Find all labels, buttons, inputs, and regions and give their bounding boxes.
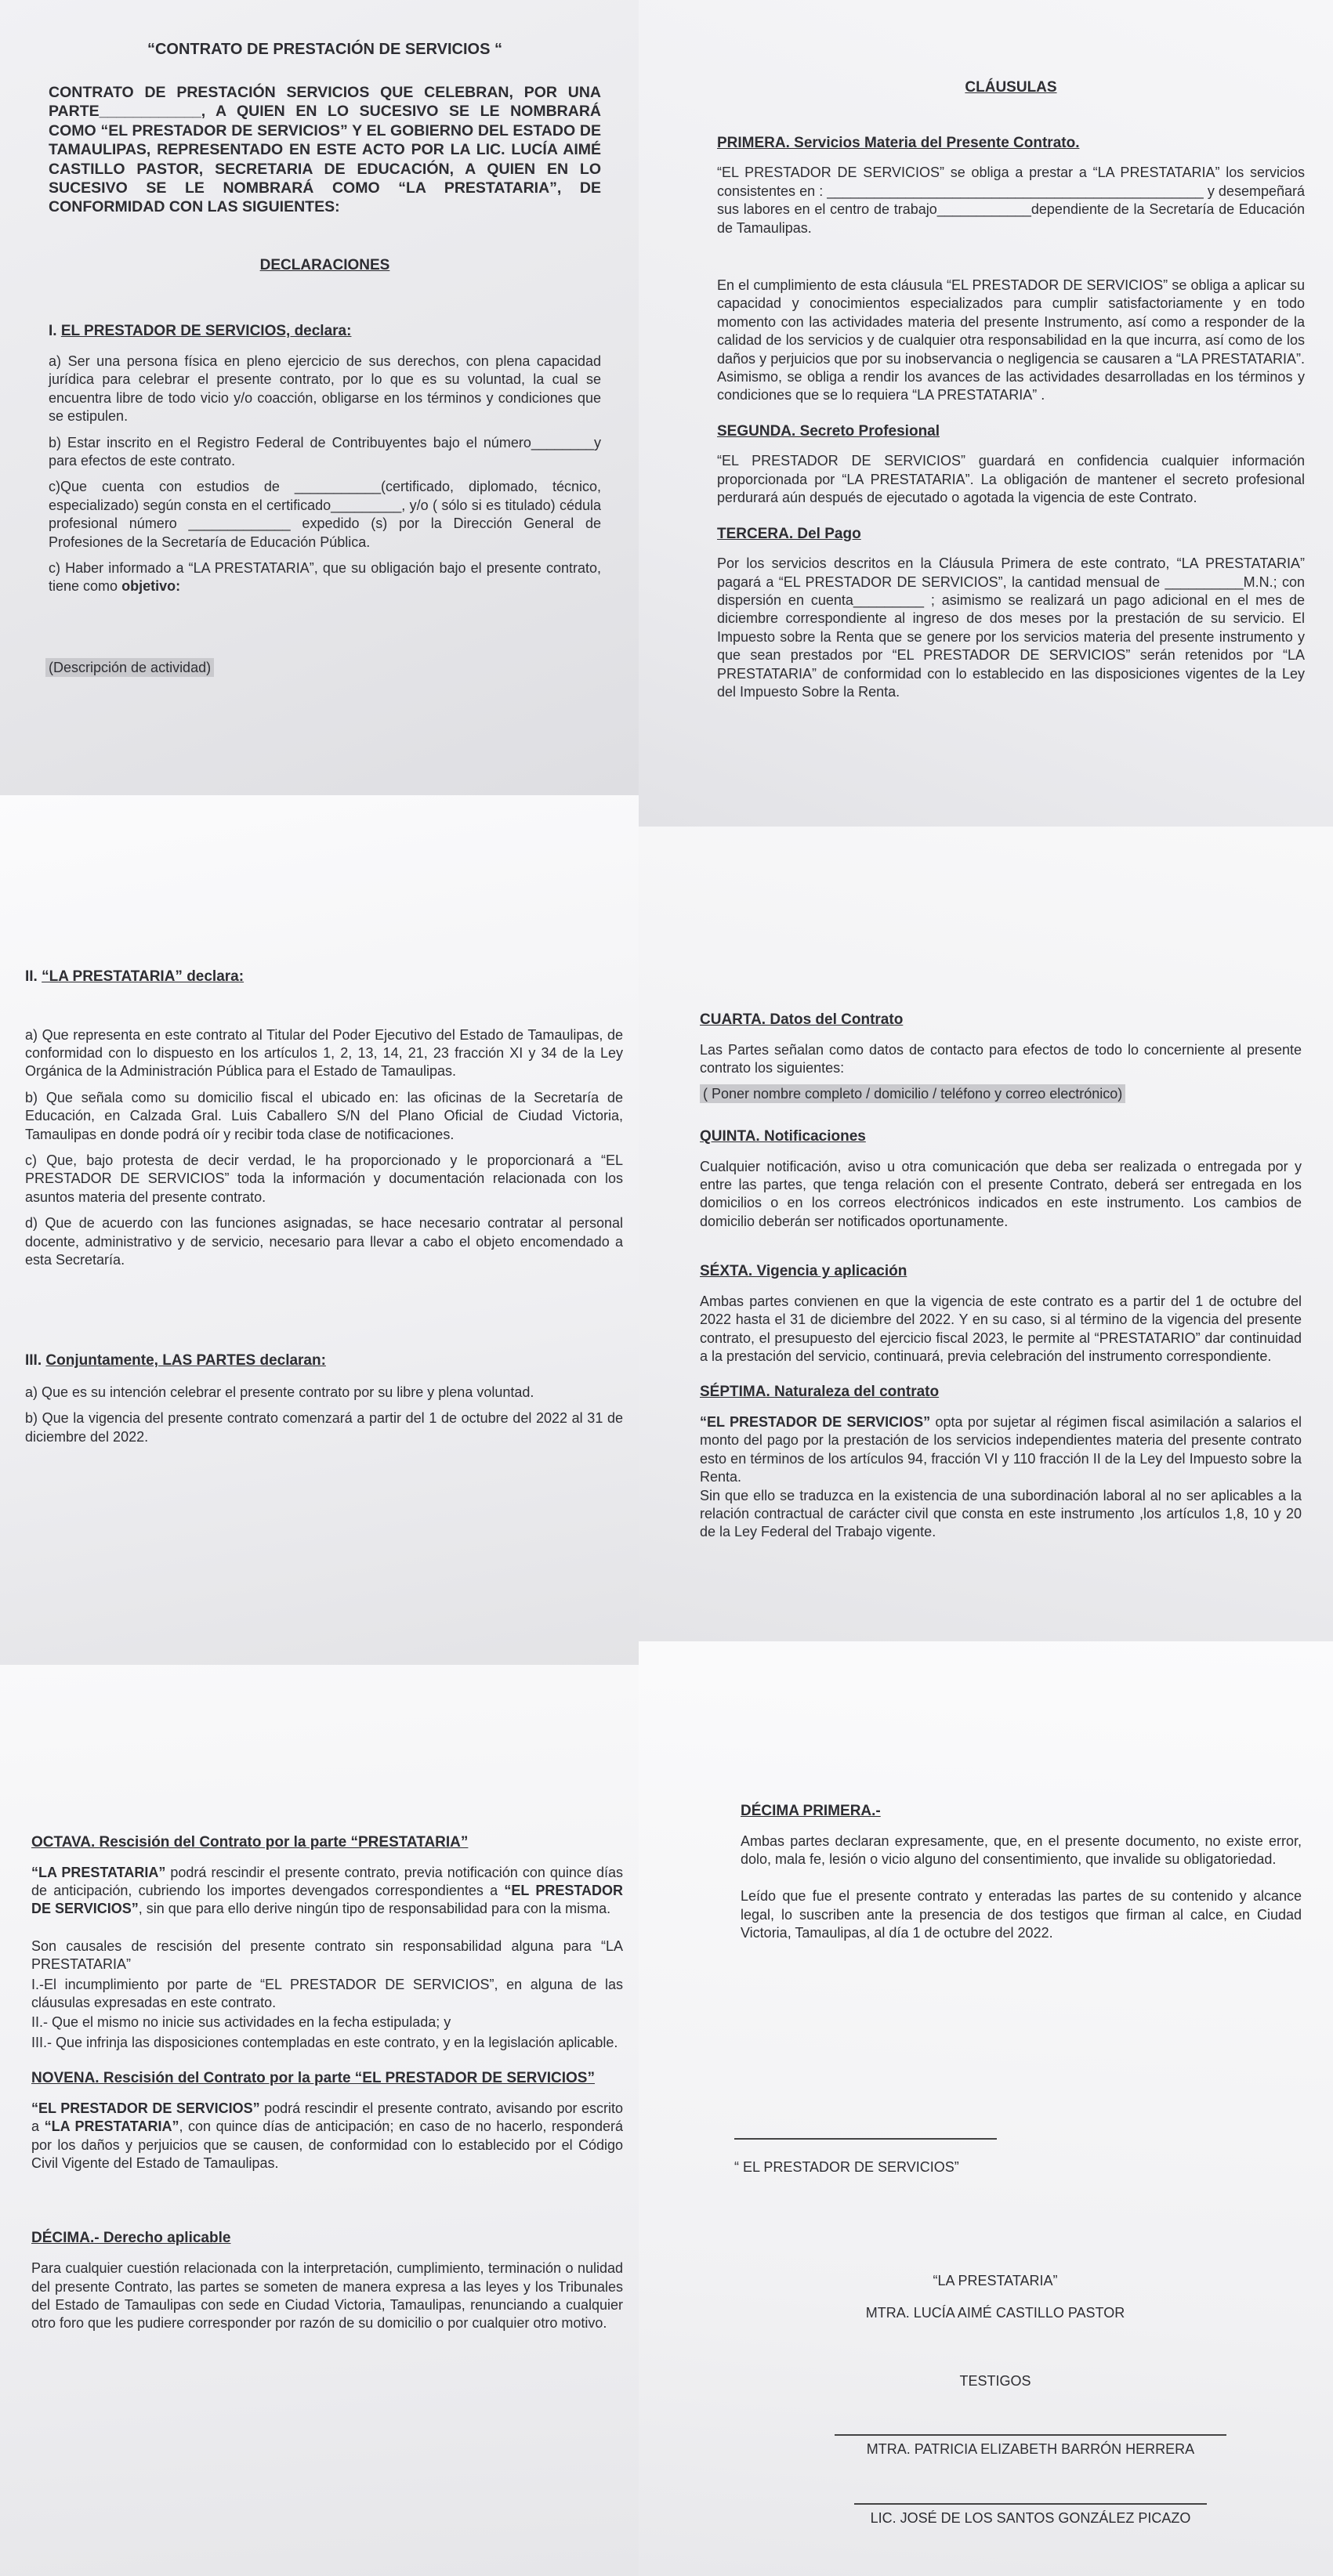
prestador-name-bold: “EL PRESTADOR DE SERVICIOS” [700,1414,931,1431]
prestataria-signature-label: “LA PRESTATARIA” [933,2273,1058,2288]
section-1-title: EL PRESTADOR DE SERVICIOS, declara: [60,323,352,340]
clause-segunda-paragraph: “EL PRESTADOR DE SERVICIOS” guardará en confidencia cualquier información proporcionada por “LA PRESTATARIA”. La obligación de mantener el secreto profesional perdurará aún después de ejecutado o agotada la vigencia de este Contrato. [717,453,1305,506]
clause-novena-text-b: , con quince días de anticipación; en caso de no hacerlo, responderá por los daños y perjuicios que se causen, de conformidad con lo establecido por el Código Civil Vigente del Estado de Tamaulipas. [31,2118,623,2172]
declaration-3a: a) Que es su intención celebrar el presente contrato por su libre y plena voluntad. [25,1384,534,1401]
clause-quinta-heading: QUINTA. Notificaciones [700,1127,866,1145]
prestataria-name-bold: “LA PRESTATARIA” [31,1864,166,1880]
prestador-signature-line [734,2138,997,2140]
document-page-5 [0,1665,639,2576]
document-page-2 [639,0,1333,827]
clause-decima-primera-paragraph-2: Leído que fue el presente contrato y enteradas las partes de su contenido y alcance legal, lo suscriben ante la presencia de dos testigos que firman al calce, en Ciudad Victoria, Tamaulipas, al día 1 de octubre del 2022. [741,1888,1302,1941]
clause-novena-text-a: podrá rescindir el presente contrato, avisando por escrito a [31,2100,623,2135]
clause-septima-paragraph-1 [700,1413,1302,1487]
prestataria-name-bold: “LA PRESTATARIA” [44,2118,179,2135]
clause-decima-primera-heading: DÉCIMA PRIMERA.- [741,1803,881,1819]
declaraciones-heading: DECLARACIONES [259,256,390,273]
clause-sexta-heading: SÉXTA. Vigencia y aplicación [700,1263,907,1280]
clause-decima-primera-paragraph-1: Ambas partes declaran expresamente, que, en el presente documento, no existe error, dolo, mala fe, lesión o vicio alguno del consentimiento, que invalide su obligatoriedad. [741,1833,1302,1868]
section-2-title: “LA PRESTATARIA” declara: [42,968,245,985]
clause-novena-paragraph [31,2100,623,2173]
section-1-number: I. [49,323,57,340]
declaration-2a: a) Que representa en este contrato al Titular del Poder Ejecutivo del Estado de Tamaulipas, de conformidad con lo dispuesto en los artículos 1, 2, 13, 14, 21, 23 fracción XI y 34 de la Ley Orgánica de la Administración Pública para el Estado de Tamaulipas. [25,1026,623,1080]
section-2-heading [25,968,623,987]
witness-2-signature-line [854,2503,1207,2505]
rescission-cause-3: III.- Que infrinja las disposiciones contempladas en este contrato, y en la legislación aplicable. [31,2034,618,2050]
clause-quinta-paragraph: Cualquier notificación, aviso u otra comunicación que deba ser realizada o entregada por y entre las partes, que tenga relación con el presente Contrato, deberá ser entregada en los domicilios o en los correos electrónicos indicados en este instrumento. Los cambios de domicilio deberán ser notificados oportunamente. [700,1158,1302,1229]
clause-cuarta-paragraph: Las Partes señalan como datos de contacto para efectos de todo lo concerniente al presente contrato los siguientes: [700,1041,1302,1076]
clause-octava-text-b: , sin que para ello derive ningún tipo de responsabilidad para con la misma. [138,1901,611,1917]
clause-tercera-heading: TERCERA. Del Pago [717,525,861,542]
section-2-number: II. [25,968,38,985]
clause-octava-paragraph-1 [31,1864,623,1919]
contract-intro: CONTRATO DE PRESTACIÓN SERVICIOS QUE CELEBRAN, POR UNA PARTE____________, A QUIEN EN LO SUCESIVO SE LE NOMBRARÁ COMO “EL PRESTADOR DE SERVICIOS” Y EL GOBIERNO DEL ESTADO DE TAMAULIPAS, REPRESENTADO EN ESTE ACTO POR LA LIC. LUCÍA AIMÉ CASTILLO PASTOR, SECRETARIA DE EDUCACIÓN, A QUIEN EN LO SUCESIVO SE LE NOMBRARÁ COMO “LA PRESTATARIA”, DE CONFORMIDAD CON LAS SIGUIENTES: [49,84,601,216]
contact-data-placeholder [700,1085,1302,1103]
declaration-2b: b) Que señala como su domicilio fiscal el ubicado en: las oficinas de la Secretaría de Educación, en Calzada Gral. Luis Caballero S/N del Plano Oficial de Ciudad Victoria, Tamaulipas en donde podrá oír y recibir toda clase de notificaciones. [25,1089,623,1142]
witness-1-name: MTRA. PATRICIA ELIZABETH BARRÓN HERRERA [866,2441,1195,2457]
clause-septima-paragraph-2: Sin que ello se traduzca en la existencia de una subordinación laboral al no ser aplicables a la relación contractual de carácter civil que consta en este instrumento ,los artículos 1,8, 10 y 20 de la Ley Federal del Trabajo vigente. [700,1487,1302,1540]
declaration-2c: c) Que, bajo protesta de decir verdad, le ha proporcionado y le proporcionará a “EL PRESTADOR DE SERVICIOS” toda la información y documentación relacionada con los asuntos materia del presente contrato. [25,1152,623,1205]
declaration-3b: b) Que la vigencia del presente contrato comenzará a partir del 1 de octubre del 2022 al 31 de diciembre del 2022. [25,1410,623,1445]
contact-data-text: ( Poner nombre completo / domicilio / teléfono y correo electrónico) [700,1084,1125,1103]
clause-primera-paragraph-1: “EL PRESTADOR DE SERVICIOS” se obliga a prestar a “LA PRESTATARIA” los servicios consistentes en : ________________________________________________ y desempeñará sus labores en el centro de trabajo____________dependiente de la Secretaría de Educación de Tamaulipas. [717,165,1305,236]
prestador-signature-label: “ EL PRESTADOR DE SERVICIOS” [734,2159,959,2175]
prestador-name-bold: “EL PRESTADOR DE SERVICIOS” [31,2100,260,2116]
objective-label: objetivo: [121,578,181,595]
clause-segunda-heading: SEGUNDA. Secreto Profesional [717,422,940,440]
declaration-1c-objective-text: c) Haber informado a “LA PRESTATARIA”, que su obligación bajo el presente contrato, tiene como [49,559,601,595]
declaration-1c-objective [49,559,601,596]
clause-decima-paragraph: Para cualquier cuestión relacionada con la interpretación, cumplimiento, terminación o nulidad del presente Contrato, las partes se someten de manera expresa a las leyes y los Tribunales del Estado de Tamaulipas con sede en Ciudad Victoria, Tamaulipas, renunciando a cualquier otro foro que les pudiere corresponder por razón de su domicilio o por cualquier otro motivo. [31,2260,623,2332]
witness-1-signature-line [835,2434,1226,2436]
section-3-title: Conjuntamente, LAS PARTES declaran: [45,1352,326,1369]
clause-cuarta-heading: CUARTA. Datos del Contrato [700,1011,904,1028]
section-3-heading [25,1351,623,1371]
declaration-2d: d) Que de acuerdo con las funciones asignadas, se hace necesario contratar al personal docente, administrativo y de servicio, necesario para llevar a cabo el objeto encomendado a esta Secretaría. [25,1215,623,1268]
clause-octava-text-a: podrá rescindir el presente contrato, previa notificación con quince días de anticipación, cubriendo los importes devengados correspondientes a [31,1864,623,1899]
declaration-1a: a) Ser una persona física en pleno ejercicio de sus derechos, con plena capacidad jurídica para celebrar el presente contrato, por lo que es su voluntad, la cual se encuentra libre de todo vicio y/o coacción, obligarse en los términos y condiciones que se estipulen. [49,353,601,425]
clausulas-heading: CLÁUSULAS [965,79,1057,96]
clause-octava-paragraph-2: Son causales de rescisión del presente contrato sin responsabilidad alguna para “LA PRESTATARIA” [31,1937,623,1973]
activity-description-text: (Descripción de actividad) [45,658,214,677]
clause-septima-text: opta por sujetar al régimen fiscal asimilación a salarios el monto del pago por la prestación de los servicios independientes materia del presente contrato esto en términos de los artículos 94, fracción VI y 110 fracción II de la Ley del Impuesto sobre la Renta. [700,1414,1302,1485]
document-page-1 [0,0,639,795]
document-page-6 [639,1641,1333,2576]
document-page-3 [0,795,639,1665]
clause-novena-heading: NOVENA. Rescisión del Contrato por la parte “EL PRESTADOR DE SERVICIOS” [31,2070,595,2087]
document-page-4 [639,827,1333,1641]
rescission-cause-2: II.- Que el mismo no inicie sus actividades en la fecha estipulada; y [31,2014,451,2031]
section-3-number: III. [25,1352,42,1369]
prestador-name-bold: “EL PRESTADOR DE SERVICIOS” [31,1883,623,1917]
clause-septima-heading: SÉPTIMA. Naturaleza del contrato [700,1384,940,1401]
clause-octava-heading: OCTAVA. Rescisión del Contrato por la parte “PRESTATARIA” [31,1834,469,1851]
section-1-heading [49,322,601,342]
clause-primera-paragraph-2: En el cumplimiento de esta cláusula “EL PRESTADOR DE SERVICIOS” se obliga a aplicar su capacidad y conocimientos especializados para cumplir satisfactoriamente y en todo momento con las actividades materia del presente Instrumento, así como a responder de la calidad de los servicios y de cualquier otra responsabilidad en la que incurra, así como de los daños y perjuicios que por su inobservancia o negligencia se causaren a “LA PRESTATARIA”. Asimismo, se obliga a rendir los avances de las actividades desarrolladas en los términos y condiciones que se lo requiera “LA PRESTATARIA” . [717,277,1305,403]
rescission-cause-1: I.-El incumplimiento por parte de “EL PRESTADOR DE SERVICIOS”, en alguna de las cláusulas expresadas en este contrato. [31,1976,623,2011]
contract-title: “CONTRATO DE PRESTACIÓN DE SERVICIOS “ [147,41,503,58]
activity-description-placeholder [45,659,601,677]
prestataria-signature-name: MTRA. LUCÍA AIMÉ CASTILLO PASTOR [865,2305,1125,2321]
witness-2-name: LIC. JOSÉ DE LOS SANTOS GONZÁLEZ PICAZO [870,2510,1191,2526]
clause-decima-heading: DÉCIMA.- Derecho aplicable [31,2230,231,2247]
declaration-1b: b) Estar inscrito en el Registro Federal de Contribuyentes bajo el número________y para efectos de este contrato. [49,434,601,469]
clause-primera-heading: PRIMERA. Servicios Materia del Presente Contrato. [717,134,1080,151]
clause-sexta-paragraph: Ambas partes convienen en que la vigencia de este contrato es a partir del 1 de octubre del 2022 hasta el 31 de diciembre del 2022. Y en su caso, si al término de la vigencia del presente contrato, el presupuesto del ejercicio fiscal 2023, le permite al “PRESTATARIO” dar continuidad a la prestación del servicio, continuará, previa celebración del instrumento correspondiente. [700,1293,1302,1364]
clause-tercera-paragraph: Por los servicios descritos en la Cláusula Primera de este contrato, “LA PRESTATARIA” pagará a “EL PRESTADOR DE SERVICIOS”, la cantidad mensual de __________M.N.; con dispersión en cuenta_________ ; asimismo se realizará un pago adicional en el mes de diciembre correspondiente al ingreso de dos meses por la prestación de su servicio. El Impuesto sobre la Renta que se genere por los servicios materia del presente instrumento y que sean prestados por “EL PRESTADOR DE SERVICIOS” serán retenidos por “LA PRESTATARIA” de conformidad con lo establecido en las disposiciones vigentes de la Ley del Impuesto Sobre la Renta. [717,555,1305,700]
testigos-label: TESTIGOS [959,2373,1031,2389]
declaration-1c: c)Que cuenta con estudios de ___________(certificado, diplomado, técnico, especializado) según consta en el certificado_________, y/o ( sólo si es titulado) cédula profesional número _____________ expedido (s) por la Dirección General de Profesiones de la Secretaría de Educación Pública. [49,479,601,550]
